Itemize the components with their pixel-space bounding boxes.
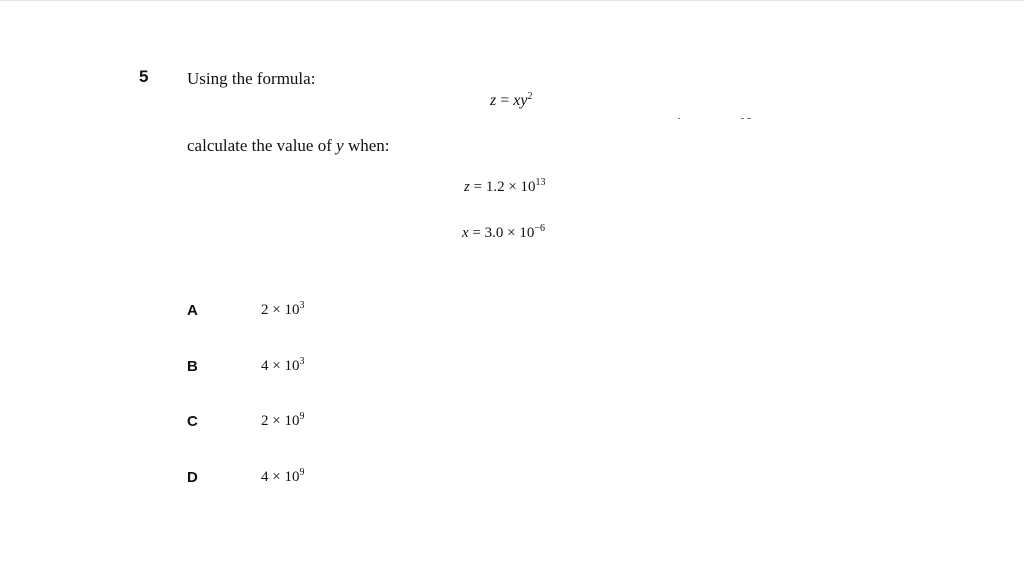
instruction-variable: y [336, 136, 344, 155]
given-var: z [464, 179, 470, 195]
option-value [261, 302, 304, 319]
calculation-instruction [187, 136, 389, 156]
option-value [261, 413, 304, 430]
option-value [261, 358, 304, 375]
given-var: x [462, 225, 469, 241]
option-exponent: 9 [299, 411, 305, 422]
option-c[interactable] [187, 413, 437, 437]
given-exponent: 13 [535, 177, 546, 188]
option-letter: A [187, 302, 198, 319]
given-equals: = [468, 225, 485, 241]
instruction-text-pre: calculate the value of [187, 136, 337, 155]
given-exponent: −6 [534, 223, 545, 234]
scan-artifact [747, 118, 751, 119]
scan-artifact [741, 118, 744, 119]
option-b[interactable] [187, 358, 437, 382]
option-value [261, 469, 304, 486]
slide-top-border [0, 0, 1024, 1]
option-letter: D [187, 469, 198, 486]
option-base: 2 × 10 [261, 413, 300, 429]
option-exponent: 3 [299, 300, 305, 311]
given-x [462, 225, 545, 242]
given-z [464, 179, 546, 196]
given-mantissa: 1.2 × 10 [485, 179, 536, 195]
formula-rhs: xy [513, 92, 528, 109]
question-prompt: Using the formula: [187, 69, 316, 88]
formula-equals: = [496, 92, 514, 109]
question-number: 5 [139, 67, 149, 86]
given-mantissa: 3.0 × 10 [484, 225, 535, 241]
formula-lhs: z [490, 92, 497, 109]
formula-exponent: 2 [527, 91, 533, 102]
scan-artifact [678, 118, 680, 119]
option-exponent: 9 [299, 467, 305, 478]
option-base: 4 × 10 [261, 469, 300, 485]
option-letter: B [187, 358, 198, 375]
option-letter: C [187, 413, 198, 430]
option-base: 2 × 10 [261, 302, 300, 318]
option-exponent: 3 [299, 356, 305, 367]
option-base: 4 × 10 [261, 358, 300, 374]
formula [490, 92, 532, 110]
given-equals: = [469, 179, 486, 195]
option-a[interactable] [187, 302, 437, 326]
instruction-text-post: when: [343, 136, 390, 155]
option-d[interactable] [187, 469, 437, 493]
